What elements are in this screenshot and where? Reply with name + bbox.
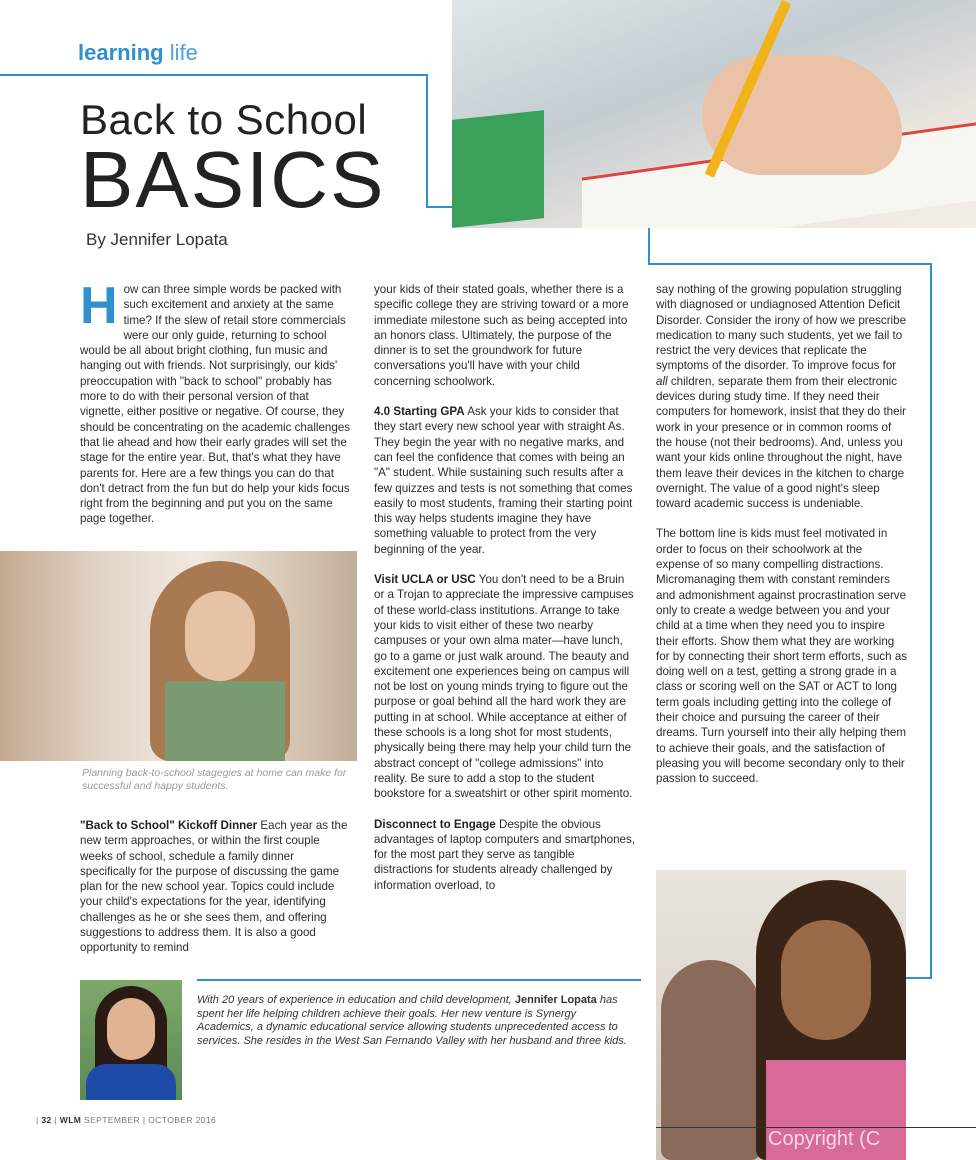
drop-cap: H [80, 277, 118, 335]
intro-text: ow can three simple words be packed with such excitement and anxiety at the same time? If the slew of retail store commercials were our only guide, returning to school would be all about bright clothing, fun music and hanging out with friends. Not surprisingly, our kids' preoccupation with "back to school" probably has more to do with their personal version of that vignette, either positive or negative. Of course, they should be concentrating on the academic challenges that lie ahead and how their early grades will set the stage for the entire year. But, that's what they have parents for. Here are a few things you can do that don't detract from the fun but do help your kids focus right from the beginning and put you on the same page together. [80, 283, 351, 526]
title-line-2: BASICS [80, 135, 386, 224]
visit-heading: Visit UCLA or USC [374, 573, 476, 587]
right-frame-bottom [906, 977, 932, 979]
header-rule [0, 74, 428, 76]
kickoff-heading: "Back to School" Kickoff Dinner [80, 819, 258, 832]
gpa-heading: 4.0 Starting GPA [374, 405, 465, 419]
author-photo [80, 980, 182, 1100]
section-label [78, 40, 198, 66]
col2-continuation: your kids of their stated goals, whether there is a specific college they are striving toward or a more immediate milestone such as being accepted into an honors class. Ultimately, the purpose of the dinner is to set the groundwork for future conversations you'll have with your child concerning schoolwork. [374, 283, 629, 388]
col3-paragraph-1 [656, 282, 908, 511]
intro-paragraph [80, 277, 352, 527]
author-bio [197, 994, 627, 1048]
column-2 [374, 282, 636, 908]
publication-name: WLM [59, 1115, 82, 1125]
students-studying-photo [656, 870, 906, 1160]
bio-rule [197, 979, 641, 981]
right-frame-horizontal [648, 263, 932, 265]
right-frame-top [648, 228, 650, 264]
visit-text: You don't need to be a Bruin or a Trojan to appreciate the impressive campuses of these world-class institutions. Arrange to take your kids to visit either of these two nearby campuses or your own alma mater—have lunch, go to a game or just walk around. The beauty and excitement one experiences being on campus will not be lost on young minds trying to figure out the purpose or goal behind all the hard work they are putting in at school. While acceptance at either of these schools is a long shot for most students, physically being there may help your child turn the abstract concept of "college admissions" into reality. Be sure to add a stop to the student bookstore for a sweatshirt or other spirit momento. [374, 573, 634, 801]
gpa-section [374, 404, 636, 557]
page-number: 32 [41, 1115, 52, 1125]
bio-post: has spent her life helping children achieve their goals. Her new venture is Synergy Academics, a dynamic educational service allowing students unprecedented access to services. She resides in the West San Fernando Valley with her husband and three kids. [197, 994, 627, 1047]
header-rule-vertical [426, 74, 428, 208]
section-label-light: life [169, 40, 198, 65]
bio-author-name: Jennifer Lopata [514, 994, 597, 1006]
photo-caption: Planning back-to-school stagegies at home can make for successful and happy students. [82, 767, 347, 792]
hero-photo-writing [452, 0, 976, 228]
kickoff-section [80, 818, 352, 956]
gpa-text: Ask your kids to consider that they start every new school year with straight As. They begin the year with no negative marks, and can feel the confidence that comes with being an "A" student. While sustaining such results after a few quizzes and tests is not something that comes easily to most students, framing their starting point this way helps students imagine they have something valuable to protect from the very beginning of the year. [374, 405, 633, 556]
header-rule-short [426, 206, 454, 208]
column-3 [656, 282, 908, 802]
issue-date: SEPTEMBER | OCTOBER 2016 [84, 1115, 217, 1125]
disconnect-text: Despite the obvious advantages of laptop computers and smartphones, for the most part they serve as tangible distractions for students already challenged by information overload, to [374, 817, 636, 892]
col3-p1-b: children, separate them from their electronic devices during study time. If they need their computers for homework, insist that they do their work in your presence or in common rooms of the house (not their bedrooms). And, unless you want your kids online throughout the night, have them leave their devices in the kitchen to charge overnight. The value of a good night's sleep toward academic success is undeniable. [656, 374, 907, 511]
students-classroom-photo [0, 551, 357, 761]
page-footer: | 32 | WLM SEPTEMBER | OCTOBER 2016 [36, 1115, 217, 1125]
copyright-watermark: Copyright (C [768, 1128, 881, 1150]
disconnect-section [374, 817, 636, 893]
col3-p1-a: say nothing of the growing population struggling with diagnosed or undiagnosed Attention Deficit Disorder. Consider the irony of how we prescribe medication to many such students, yet we fail to restrict the very devices that replicate the symptoms of the disorder. To improve focus for [656, 283, 907, 373]
disconnect-heading: Disconnect to Engage [374, 817, 496, 831]
right-frame-vertical [930, 263, 932, 979]
col3-p1-emphasis: all [656, 374, 668, 388]
col3-paragraph-2: The bottom line is kids must feel motivated in order to focus on their schoolwork at the expense of so many compelling distractions. Micromanaging them with constant reminders and admonishment against procrastination serve only to create a wedge between you and your child at a time when they need you to inspire their efforts. Show them what they are working for by connecting their short term efforts, such as doing well on a test, getting a strong grade in a class or scoring well on the SAT or ACT to long term goals including getting into the college of their choice and pursuing the career of their dreams. Turn yourself into their ally helping them to achieve their goals, and the satisfaction of pleasing you will become secondary only to their passion to succeed. [656, 527, 908, 786]
visit-section [374, 572, 636, 801]
section-label-bold: learning [78, 40, 164, 65]
byline: By Jennifer Lopata [86, 230, 228, 249]
kickoff-text: Each year as the new term approaches, or within the first couple weeks of school, schedule a family dinner specifically for the purpose of discussing the game plan for the new school year. Topics could include your child's expectations for the year, identifying challenges as he or she sees them, and offering suggestions to address them. It is also a good opportunity to remind [80, 819, 348, 955]
bio-pre: With 20 years of experience in education and child development, [197, 994, 515, 1006]
title-line-1: Back to School [80, 96, 368, 143]
